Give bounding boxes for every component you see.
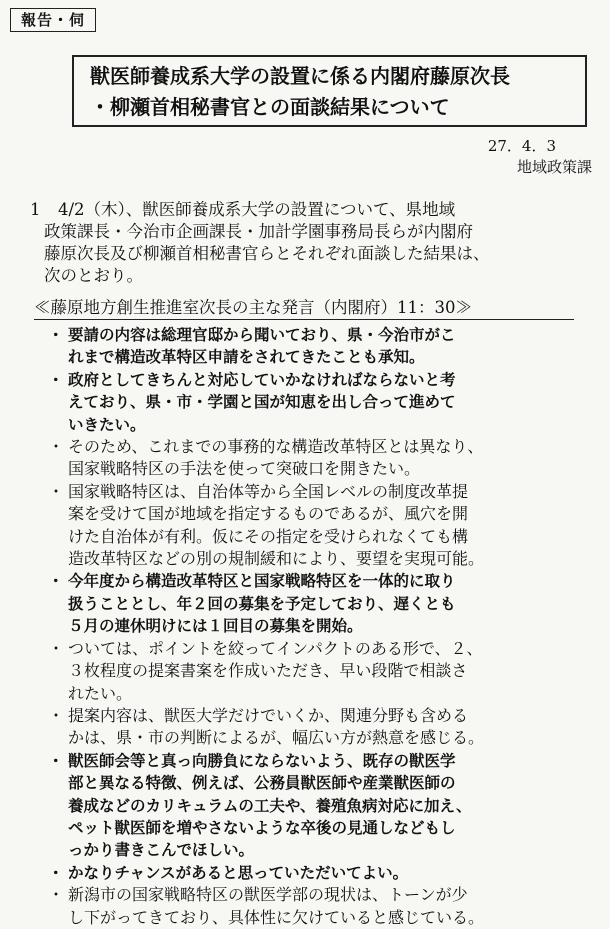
report-date: 27．4．3 (487, 137, 556, 155)
remark-line: かは、県・市の判断によるが、幅広い方が熱意を感じる。 (68, 728, 485, 748)
remark-item (56, 862, 601, 884)
remark-item (56, 884, 601, 929)
remark-line: っかり書きこんでほしい。 (68, 841, 255, 860)
remark-item (56, 570, 601, 637)
remark-item (56, 705, 601, 750)
remark-line: ・ 政府としてきちんと対応していかなければならないと考 (68, 370, 456, 389)
intro-paragraph (30, 199, 605, 287)
remark-line: ペット獣医師を増やさないような卒後の見通しなどもし (68, 818, 456, 837)
intro-line: 政策課長・今治市企画課長・加計学園事務局長らが内閣府 (44, 222, 473, 241)
title-line-1: 獣医師養成系大学の設置に係る内閣府藤原次長 (90, 64, 510, 88)
remark-line: ・ 新潟市の国家戦略特区の獣医学部の現状は、トーンが少 (68, 885, 468, 905)
remark-line: れたい。 (68, 683, 133, 703)
section-heading: ≪藤原地方創生推進室次長の主な発言（内閣府）11：30≫ (34, 297, 574, 320)
intro-line: 次のとおり。 (44, 266, 143, 285)
section-number: 1 (30, 200, 41, 219)
intro-line (30, 199, 605, 221)
remark-item (56, 750, 601, 862)
remark-line: ・ かなりチャンスがあると思っていただいてよい。 (68, 863, 409, 882)
remark-line: ・ 提案内容は、獣医大学だけでいくか、関連分野も含める (68, 705, 469, 725)
intro-text: 4/2（木）、獣医師養成系大学の設置について、県地域 (58, 200, 456, 219)
remark-line: 扱うこととし、年２回の募集を予定しており、遅くとも (68, 594, 456, 613)
remark-item (56, 436, 601, 481)
title-line-2: ・柳瀬首相秘書官との面談結果について (90, 95, 450, 119)
department-name: 地域政策課 (516, 158, 592, 176)
remark-line: 養成などのカリキュラムの工夫や、養殖魚病対応に加え、 (68, 796, 472, 815)
remark-line: いきたい。 (68, 415, 146, 434)
remark-line: ・ ついては、ポイントを絞ってインパクトのある形で、２、 (68, 638, 483, 658)
title-box (72, 55, 587, 127)
intro-line: 藤原次長及び柳瀬首相秘書官らとそれぞれ面談した結果は、 (44, 244, 490, 263)
remark-item (56, 638, 601, 705)
report-tag: 報告・伺 (10, 8, 96, 32)
remark-line: 国家戦略特区の手法を使って突破口を開きたい。 (68, 459, 421, 479)
date-block (488, 136, 592, 178)
remark-line: ・ 国家戦略特区は、自治体等から全国レベルの制度改革提 (68, 481, 469, 501)
remark-line: れまで構造改革特区申請をされてきたことも承知。 (68, 348, 425, 367)
remark-line: ３枚程度の提案書案を作成いただき、早い段階で相談さ (68, 661, 468, 681)
remark-line: ・ 獣医師会等と真っ向勝負にならないよう、既存の獣医学 (68, 751, 456, 770)
remark-line: えており、県・市・学園と国が知恵を出し合って進めて (68, 393, 456, 412)
remark-line: 造改革特区などの別の規制緩和により、要望を実現可能。 (68, 549, 485, 569)
remark-line: ・ そのため、これまでの事務的な構造改革特区とは異なり、 (68, 437, 484, 457)
remark-line: けた自治体が有利。仮にその指定を受けられなくても構 (68, 526, 469, 546)
remark-item (56, 324, 601, 369)
remark-line: ・ 要請の内容は総理官邸から聞いており、県・今治市がこ (68, 326, 456, 344)
remark-line: ・ 今年度から構造改革特区と国家戦略特区を一体的に取り (68, 572, 456, 591)
remarks-list (56, 324, 601, 929)
remark-line: 案を受けて国が地域を指定するものであるが、風穴を開 (68, 504, 469, 524)
remark-item (56, 481, 601, 571)
remark-line: ５月の連休明けには１回目の募集を開始。 (68, 617, 363, 636)
remark-line: 部と異なる特徴、例えば、公務員獣医師や産業獣医師の (68, 774, 456, 793)
remark-item (56, 369, 601, 436)
remark-line: し下がってきており、具体性に欠けていると感じている。 (68, 907, 485, 927)
